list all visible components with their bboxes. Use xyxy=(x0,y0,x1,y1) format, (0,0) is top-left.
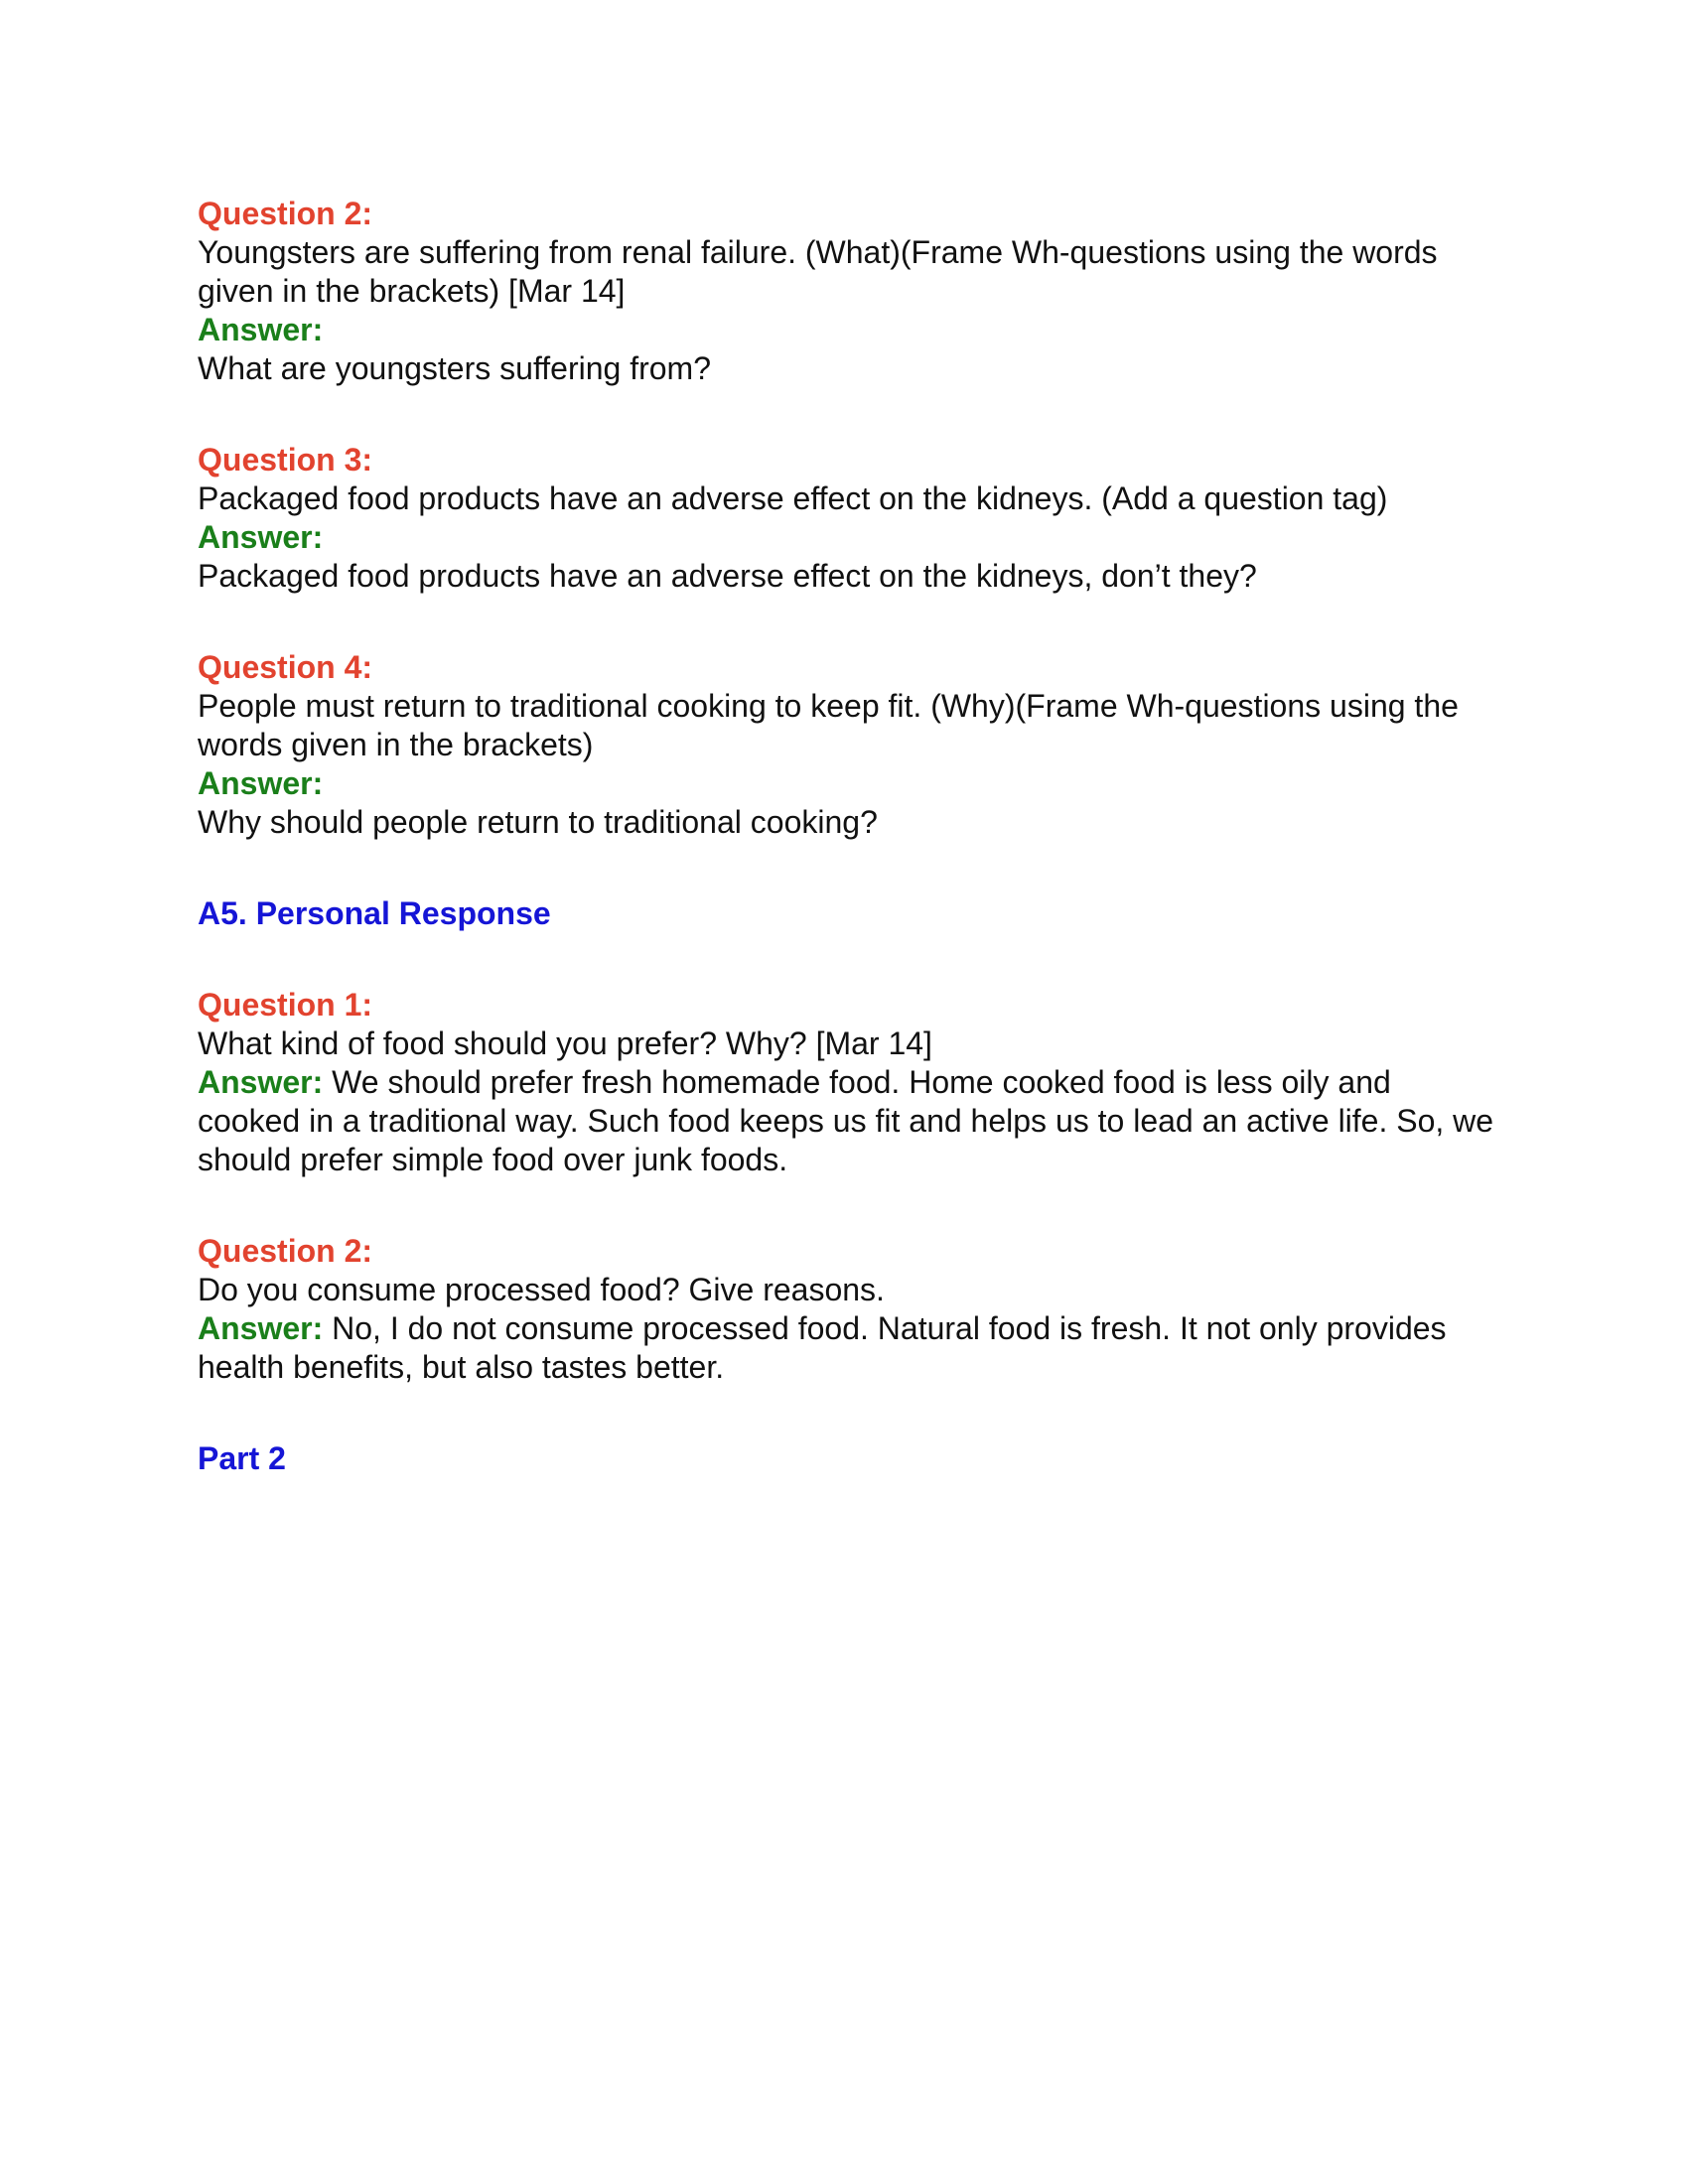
question-text: Packaged food products have an adverse effect on the kidneys. (Add a question tag) xyxy=(198,480,1388,516)
question-block-2 xyxy=(198,195,1498,388)
question-label: Question 1: xyxy=(198,987,373,1023)
answer-text: Why should people return to traditional cooking? xyxy=(198,804,878,840)
answer-text: Packaged food products have an adverse effect on the kidneys, don’t they? xyxy=(198,558,1257,594)
question-text: Youngsters are suffering from renal failure. (What)(Frame Wh-questions using the words given in the brackets) [Mar 14] xyxy=(198,234,1438,309)
answer-text: We should prefer fresh homemade food. Home cooked food is less oily and cooked in a traditional way. Such food keeps us fit and helps us to lead an active life. So, we should prefer simple food over junk foods. xyxy=(198,1064,1494,1177)
answer-text: No, I do not consume processed food. Natural food is fresh. It not only provides health benefits, but also tastes better. xyxy=(198,1310,1447,1385)
spacer xyxy=(198,842,1498,894)
personal-response-question-1 xyxy=(198,986,1498,1179)
answer-label: Answer: xyxy=(198,519,324,555)
answer-label: Answer: xyxy=(198,1310,324,1346)
section-heading-part-2: Part 2 xyxy=(198,1440,286,1476)
answer-label: Answer: xyxy=(198,765,324,801)
question-text: Do you consume processed food? Give reasons. xyxy=(198,1272,885,1307)
section-heading-personal-response: A5. Personal Response xyxy=(198,895,551,931)
question-label: Question 3: xyxy=(198,442,373,478)
question-label: Question 4: xyxy=(198,649,373,685)
spacer xyxy=(198,933,1498,986)
answer-paragraph xyxy=(198,1063,1498,1179)
answer-label: Answer: xyxy=(198,312,324,347)
answer-text: What are youngsters suffering from? xyxy=(198,350,711,386)
question-block-3 xyxy=(198,441,1498,596)
question-label: Question 2: xyxy=(198,196,373,231)
question-label: Question 2: xyxy=(198,1233,373,1269)
question-block-4 xyxy=(198,648,1498,842)
answer-paragraph xyxy=(198,1309,1498,1387)
spacer xyxy=(198,596,1498,648)
personal-response-question-2 xyxy=(198,1232,1498,1387)
document-page xyxy=(198,195,1498,1478)
answer-label: Answer: xyxy=(198,1064,324,1100)
spacer xyxy=(198,1179,1498,1232)
spacer xyxy=(198,388,1498,441)
question-text: People must return to traditional cooking to keep fit. (Why)(Frame Wh-questions using the words given in the brackets) xyxy=(198,688,1459,762)
question-text: What kind of food should you prefer? Why? [Mar 14] xyxy=(198,1025,932,1061)
spacer xyxy=(198,1387,1498,1439)
